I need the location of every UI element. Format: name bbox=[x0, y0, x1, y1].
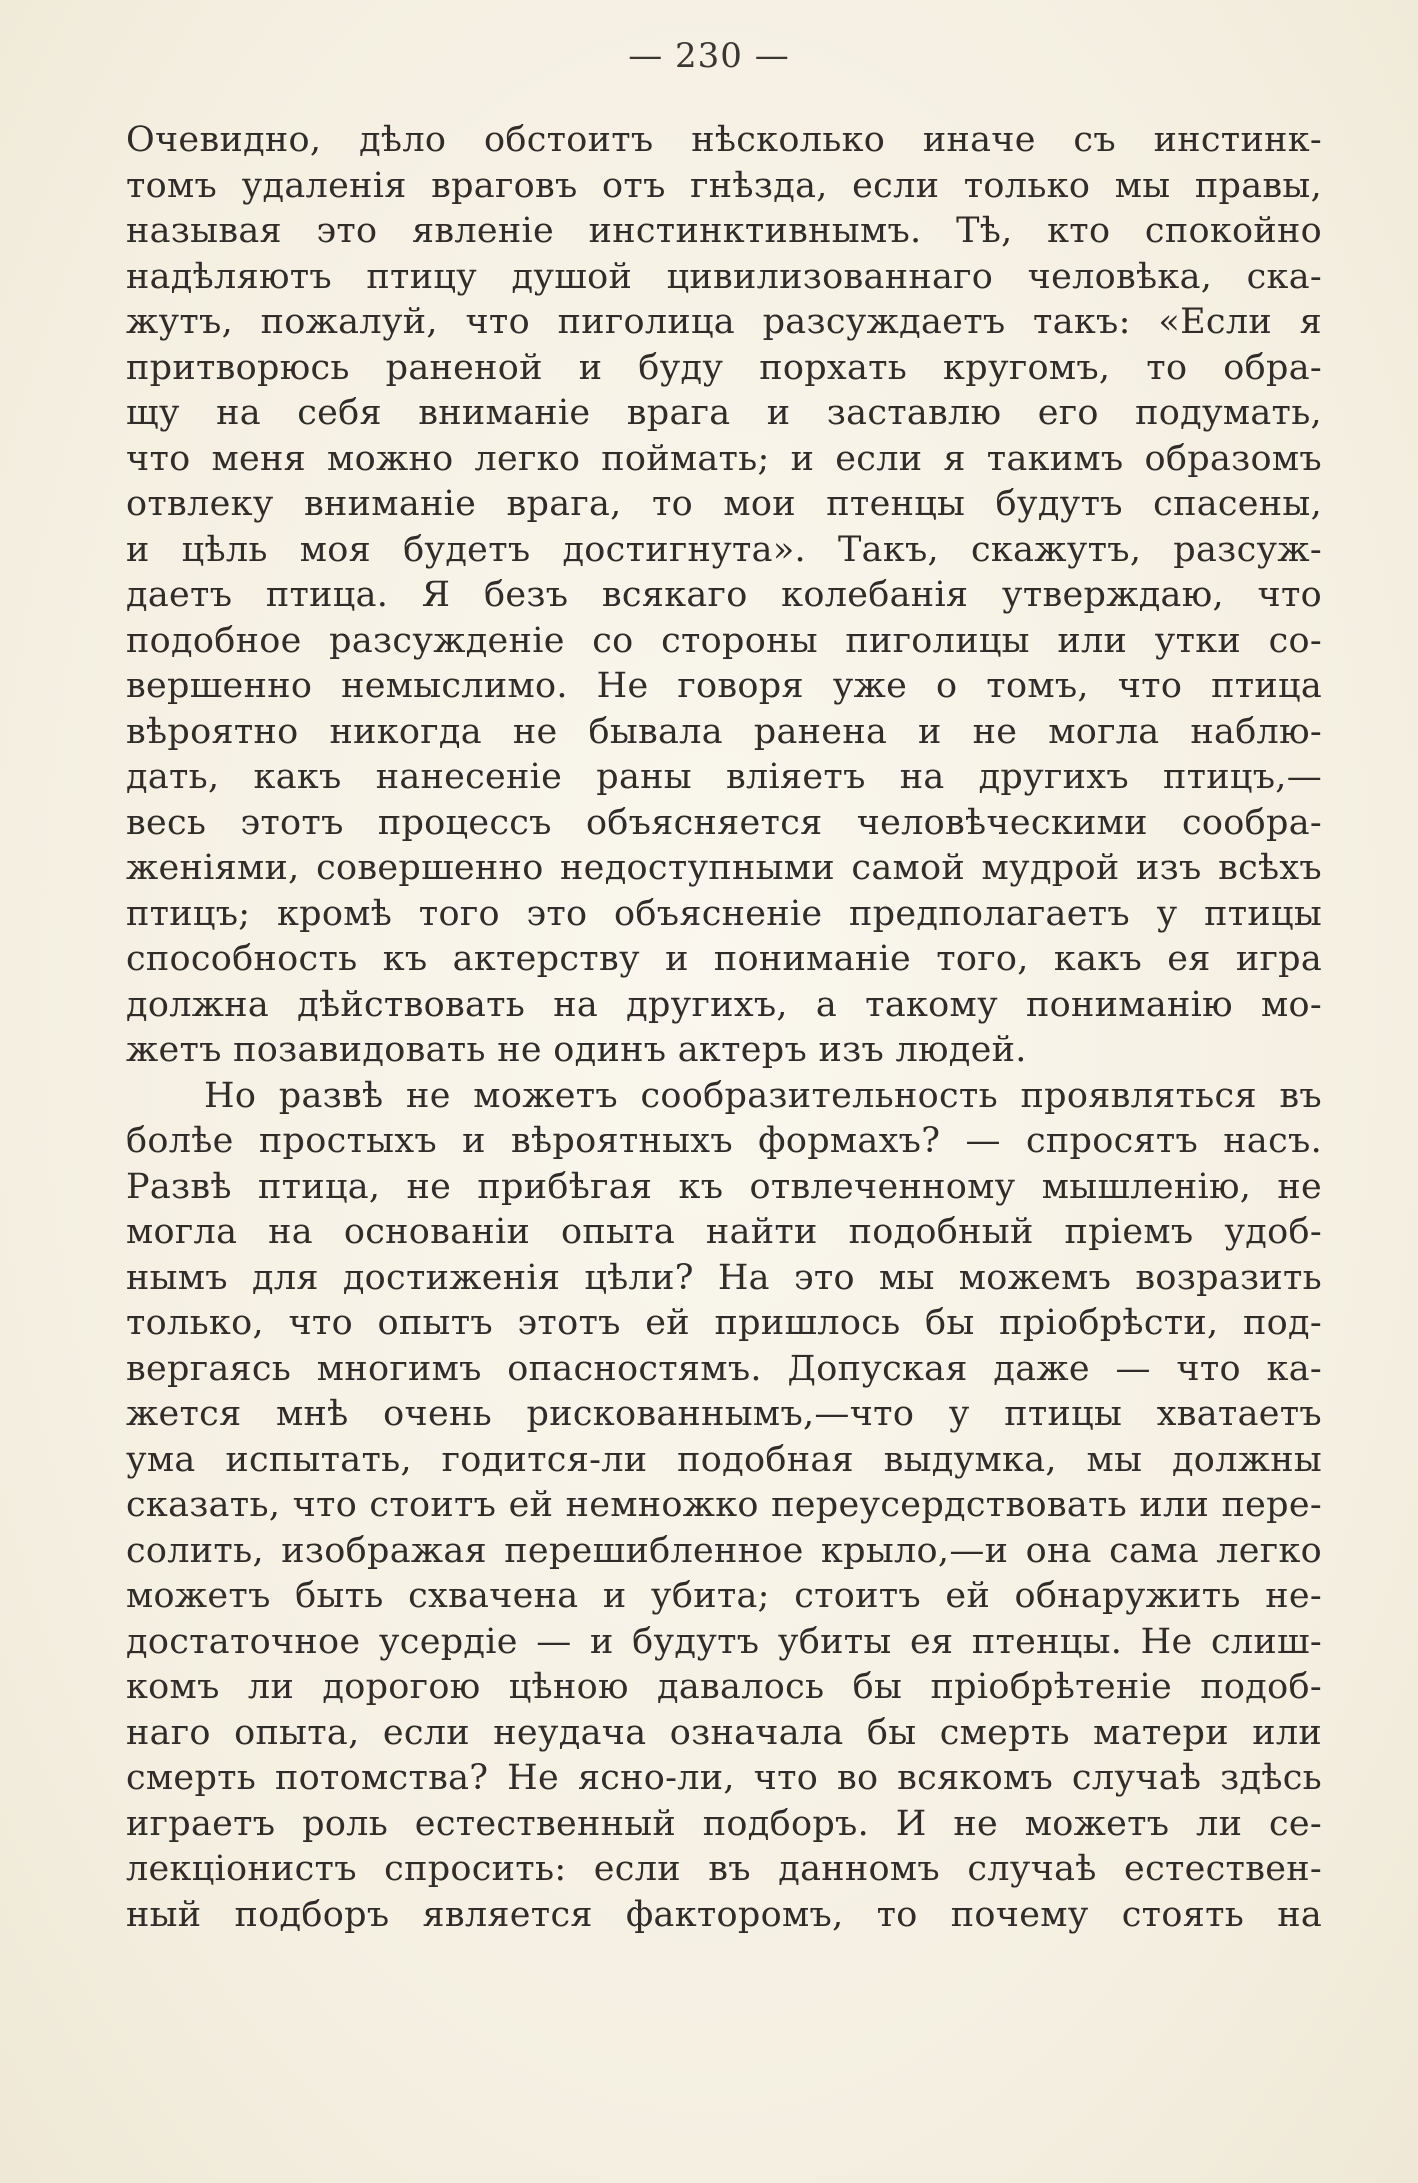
text-line: способность къ актерству и пониманіе того, какъ ея игра bbox=[126, 939, 1322, 979]
text-line: птицъ; кромѣ того это объясненіе предполагаетъ у птицы bbox=[126, 893, 1322, 934]
text-line: комъ ли дорогою цѣною давалось бы пріобрѣтеніе подоб- bbox=[126, 1667, 1322, 1707]
text-line: наго опыта, если неудача означала бы смерть матери или bbox=[126, 1712, 1322, 1753]
text-line: сказать, что стоитъ ей немножко переусердствовать или пере- bbox=[126, 1485, 1322, 1525]
text-line: отвлеку вниманіе врага, то мои птенцы будутъ спасены, bbox=[126, 484, 1322, 524]
text-line: жется мнѣ очень рискованнымъ,—что у птицы хватаетъ bbox=[126, 1394, 1322, 1434]
text-line: только, что опытъ этотъ ей пришлось бы пріобрѣсти, под- bbox=[126, 1303, 1322, 1343]
text-line: смерть потомства? Не ясно-ли, что во всякомъ случаѣ здѣсь bbox=[126, 1758, 1322, 1798]
text-line: должна дѣйствовать на другихъ, а такому пониманію мо- bbox=[126, 984, 1322, 1025]
text-line: что меня можно легко поймать; и если я такимъ образомъ bbox=[126, 438, 1322, 479]
text-line: женіями, совершенно недоступными самой мудрой изъ всѣхъ bbox=[126, 848, 1322, 888]
text-line: и цѣль моя будетъ достигнута». Такъ, скажутъ, разсуж- bbox=[126, 529, 1322, 570]
text-line: нымъ для достиженія цѣли? На это мы можемъ возразить bbox=[126, 1257, 1322, 1298]
text-line: называя это явленіе инстинктивнымъ. Тѣ, кто спокойно bbox=[126, 211, 1322, 251]
text-line: достаточное усердіе — и будутъ убиты ея птенцы. Не слиш- bbox=[126, 1621, 1322, 1662]
text-line: играетъ роль естественный подборъ. И не можетъ ли се- bbox=[126, 1803, 1322, 1844]
text-line: вѣроятно никогда не бывала ранена и не могла наблю- bbox=[126, 711, 1322, 752]
text-line: болѣе простыхъ и вѣроятныхъ формахъ? — спросятъ насъ. bbox=[126, 1121, 1322, 1161]
text-line: лекціонистъ спросить: если въ данномъ случаѣ естествен- bbox=[126, 1849, 1322, 1889]
text-line: можетъ быть схвачена и убита; стоитъ ей обнаружить не- bbox=[126, 1576, 1322, 1616]
page-number: — 230 — bbox=[628, 36, 790, 76]
text-line: щу на себя вниманіе врага и заставлю его подумать, bbox=[126, 393, 1322, 433]
text-line: Очевидно, дѣло обстоитъ нѣсколько иначе съ инстинк- bbox=[126, 120, 1322, 160]
body-text bbox=[126, 118, 1322, 1938]
text-line: Развѣ птица, не прибѣгая къ отвлеченному мышленію, не bbox=[126, 1166, 1322, 1207]
text-line: томъ удаленія враговъ отъ гнѣзда, если только мы правы, bbox=[126, 165, 1322, 206]
text-line: притворюсь раненой и буду порхать кругомъ, то обра- bbox=[126, 347, 1322, 388]
paragraph-end-line: жетъ позавидовать не одинъ актеръ изъ людей. bbox=[126, 1030, 1027, 1070]
text-line: солить, изображая перешибленное крыло,—и она сама легко bbox=[126, 1530, 1322, 1571]
text-line: вергаясь многимъ опасностямъ. Допуская даже — что ка- bbox=[126, 1348, 1322, 1389]
paragraph-start-line: Но развѣ не можетъ сообразительность проявляться въ bbox=[204, 1075, 1322, 1116]
text-line: надѣляютъ птицу душой цивилизованнаго человѣка, ска- bbox=[126, 256, 1322, 297]
text-line: даетъ птица. Я безъ всякаго колебанія утверждаю, что bbox=[126, 575, 1322, 615]
text-line: могла на основаніи опыта найти подобный пріемъ удоб- bbox=[126, 1212, 1322, 1252]
text-line: вершенно немыслимо. Не говоря уже о томъ, что птица bbox=[126, 666, 1322, 706]
text-line: весь этотъ процессъ объясняется человѣческими сообра- bbox=[126, 802, 1322, 843]
text-line: дать, какъ нанесеніе раны вліяетъ на другихъ птицъ,— bbox=[126, 757, 1322, 797]
text-line: ный подборъ является факторомъ, то почему стоять на bbox=[126, 1894, 1322, 1935]
text-line: подобное разсужденіе со стороны пиголицы или утки со- bbox=[126, 620, 1322, 661]
text-line: ума испытать, годится-ли подобная выдумка, мы должны bbox=[126, 1439, 1322, 1480]
text-line: жутъ, пожалуй, что пиголица разсуждаетъ такъ: «Если я bbox=[126, 302, 1322, 342]
